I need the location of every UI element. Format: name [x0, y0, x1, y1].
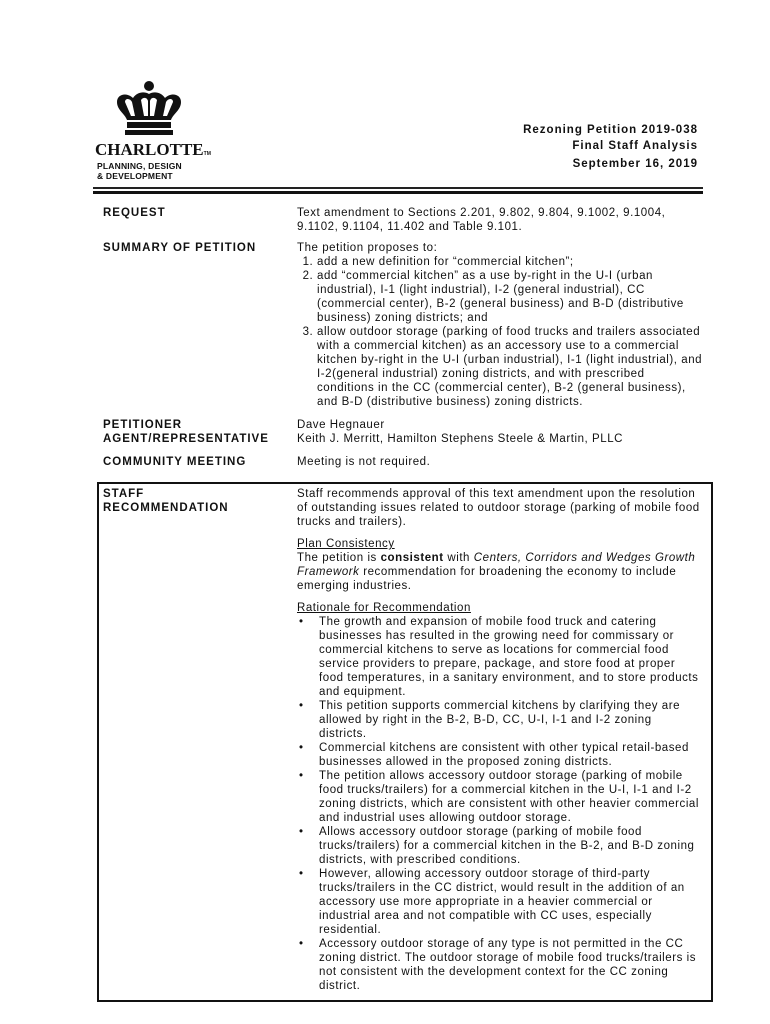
community-meeting-value: Meeting is not required.	[297, 456, 431, 468]
rationale-item: • This petition supports commercial kitchens by clarifying they are allowed by right in the B-2, B-D, CC, U-I, I-1 and I-2 zoning districts.	[319, 699, 703, 741]
rationale-list	[297, 615, 703, 993]
header-divider-thin	[93, 187, 703, 189]
agent-name: Keith J. Merritt, Hamilton Stephens Steele & Martin, PLLC	[297, 433, 624, 445]
header-divider-thick	[93, 191, 703, 194]
staff-recommendation-content	[297, 487, 703, 993]
summary-label: SUMMARY OF PETITION	[103, 242, 257, 254]
petitioner-name: Dave Hegnauer	[297, 419, 385, 431]
rationale	[297, 601, 703, 993]
rationale-item: • Commercial kitchens are consistent with other typical retail-based businesses allowed in the proposed zoning districts.	[319, 741, 703, 769]
plan-consistency	[297, 537, 703, 593]
summary-content	[297, 241, 703, 409]
request-section	[103, 206, 703, 236]
logo-department: PLANNING, DESIGN & DEVELOPMENT	[97, 161, 182, 181]
summary-list	[297, 255, 703, 409]
staff-recommendation-section	[103, 487, 703, 997]
petitioner-values	[297, 418, 703, 446]
request-text: Text amendment to Sections 2.201, 9.802, 9.804, 9.1002, 9.1004, 9.1102, 9.1104, 11.402 and Table 9.101.	[297, 207, 666, 233]
community-meeting-label: COMMUNITY MEETING	[103, 456, 247, 468]
staff-recommendation-label: STAFF RECOMMENDATION	[103, 488, 229, 514]
summary-item: 2. add “commercial kitchen” as a use by-right in the U-I (urban industrial), I-1 (light industrial), I-2 (general industrial), CC (commercial center), B-2 (general business) and B-D (distributive business) zoning districts; and	[317, 269, 703, 325]
plan-consistency-heading: Plan Consistency	[297, 538, 395, 550]
logo-wordmark: CHARLOTTETM	[95, 140, 211, 159]
document-title-block	[523, 122, 698, 172]
analysis-title: Final Staff Analysis	[572, 140, 698, 152]
summary-item: 3. allow outdoor storage (parking of food trucks and trailers associated with a commercial kitchen) as an accessory use to a commercial kitchen by-right in the U-I (urban industrial), I-1 (light industrial), and I-2(general industrial) zoning districts, and with prescribed conditions in the CC (commercial center), B-2 (general business), and B-D (distributive business) zoning districts.	[317, 325, 703, 409]
petitioner-label: PETITIONER	[103, 419, 183, 431]
rationale-item: • The growth and expansion of mobile food truck and catering businesses has resulted in the growing need for commissary or commercial kitchens to serve as locations for commercial food service providers to prepare, package, and store food at proper food temperatures, in a sanitary environment, and to store products and equipment.	[319, 615, 703, 699]
petition-number: Rezoning Petition 2019-038	[523, 124, 698, 136]
trademark-mark: TM	[203, 151, 211, 157]
agent-label: AGENT/REPRESENTATIVE	[103, 433, 269, 445]
petitioner-section	[103, 418, 703, 448]
analysis-date: September 16, 2019	[572, 158, 698, 170]
crown-icon	[111, 80, 187, 138]
staff-intro: Staff recommends approval of this text amendment upon the resolution of outstanding issues related to outdoor storage (parking of mobile food trucks and trailers).	[297, 488, 700, 528]
summary-intro: The petition proposes to:	[297, 242, 438, 254]
rationale-item: • Accessory outdoor storage of any type is not permitted in the CC zoning district. The outdoor storage of mobile food trucks/trailers is not consistent with the development context for the CC zoning district.	[319, 937, 703, 993]
rationale-item: • However, allowing accessory outdoor storage of third-party trucks/trailers in the CC district, would result in the addition of an accessory use more appropriate in a heavier commercial or industrial area and not compatible with CC uses, especially residential.	[319, 867, 703, 937]
rationale-item: • Allows accessory outdoor storage (parking of mobile food trucks/trailers) for a commercial kitchen in the B-2, and B-D zoning districts, with prescribed conditions.	[319, 825, 703, 867]
summary-item: 1. add a new definition for “commercial kitchen”;	[317, 255, 703, 269]
request-label: REQUEST	[103, 207, 166, 219]
rationale-item: • The petition allows accessory outdoor storage (parking of mobile food trucks/trailers) for a commercial kitchen in the U-I, I-1 and I-2 zoning districts, which are consistent with other heavier commercial and industrial uses allowing outdoor storage.	[319, 769, 703, 825]
petitioner-labels	[103, 418, 283, 446]
rationale-heading: Rationale for Recommendation	[297, 602, 471, 614]
plan-consistency-text: The petition is consistent with Centers, Corridors and Wedges Growth Framework recommendation for broadening the economy to include emerging industries.	[297, 552, 696, 592]
community-meeting-section	[103, 455, 703, 471]
summary-section	[103, 241, 703, 411]
